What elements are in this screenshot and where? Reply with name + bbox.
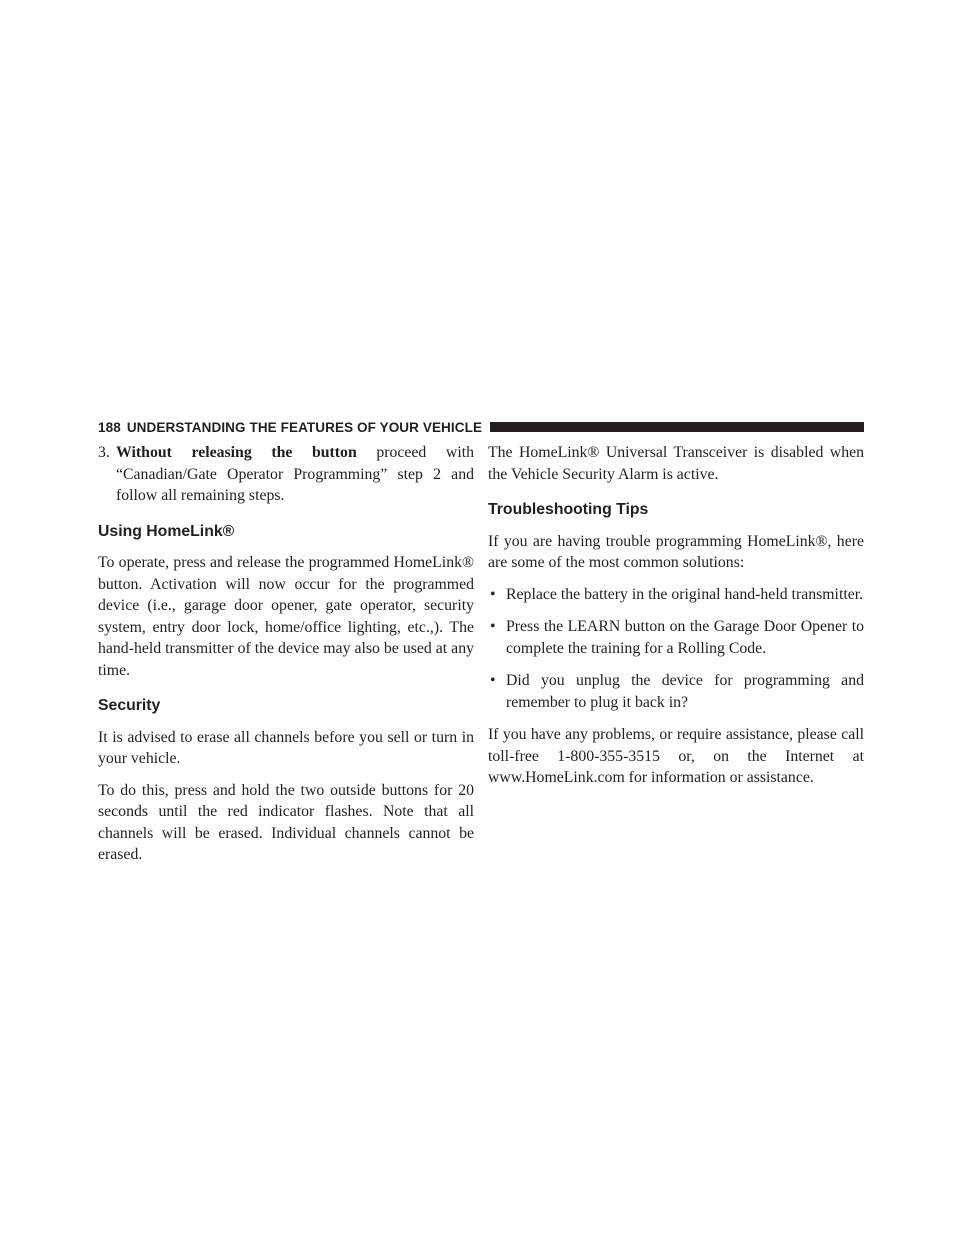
page-number: 188 bbox=[98, 419, 121, 435]
using-homelink-body: To operate, press and release the programmed HomeLink® button. Activation will now occur for the programmed device (i.e., garage door opener, gate operator, security system, entry door lock, home/office lighting, etc.,). The hand-held transmitter of the device may also be used at any time. bbox=[98, 554, 474, 679]
troubleshooting-closing: If you have any problems, or require assistance, please call toll-free 1-800-355-3515 or, on the Internet at www.HomeLink.com for information or assistance. bbox=[488, 726, 864, 786]
heading-security: Security bbox=[98, 697, 161, 714]
step-number: 3. bbox=[98, 444, 110, 461]
list-item bbox=[488, 584, 864, 606]
bullet-mark: • bbox=[490, 618, 496, 635]
bullet-text: Replace the battery in the original hand-held transmitter. bbox=[506, 585, 864, 603]
list-item bbox=[488, 670, 864, 713]
bullet-mark: • bbox=[490, 585, 496, 603]
disabled-note: The HomeLink® Universal Transceiver is disabled when the Vehicle Security Alarm is active. bbox=[488, 444, 864, 483]
list-item bbox=[488, 616, 864, 659]
security-para-1: It is advised to erase all channels before you sell or turn in your vehicle. bbox=[98, 728, 474, 767]
step-text bbox=[116, 442, 474, 507]
bullet-text: Did you unplug the device for programming and remember to plug it back in? bbox=[506, 672, 864, 711]
page-header bbox=[98, 417, 864, 437]
security-para-2: To do this, press and hold the two outside buttons for 20 seconds until the red indicator flashes. Note that all channels will be erased. Individual channels cannot be erased. bbox=[98, 781, 474, 863]
step-bold-lead: Without releasing the button bbox=[116, 444, 357, 461]
section-title: UNDERSTANDING THE FEATURES OF YOUR VEHICLE bbox=[126, 419, 483, 435]
heading-troubleshooting: Troubleshooting Tips bbox=[488, 501, 649, 518]
bullet-text: Press the LEARN button on the Garage Door Opener to complete the training for a Rolling Code. bbox=[506, 618, 864, 657]
heading-using-homelink: Using HomeLink® bbox=[98, 522, 235, 540]
bullet-mark: • bbox=[490, 672, 496, 689]
header-rule bbox=[490, 422, 864, 432]
step-rest: proceed with “Canadian/Gate Operator Programming” step 2 and follow all remaining steps. bbox=[116, 444, 474, 504]
right-column bbox=[488, 442, 864, 799]
left-column bbox=[98, 442, 474, 876]
troubleshooting-intro: If you are having trouble programming HomeLink®, here are some of the most common solutions: bbox=[488, 532, 864, 571]
step-3 bbox=[98, 442, 474, 507]
